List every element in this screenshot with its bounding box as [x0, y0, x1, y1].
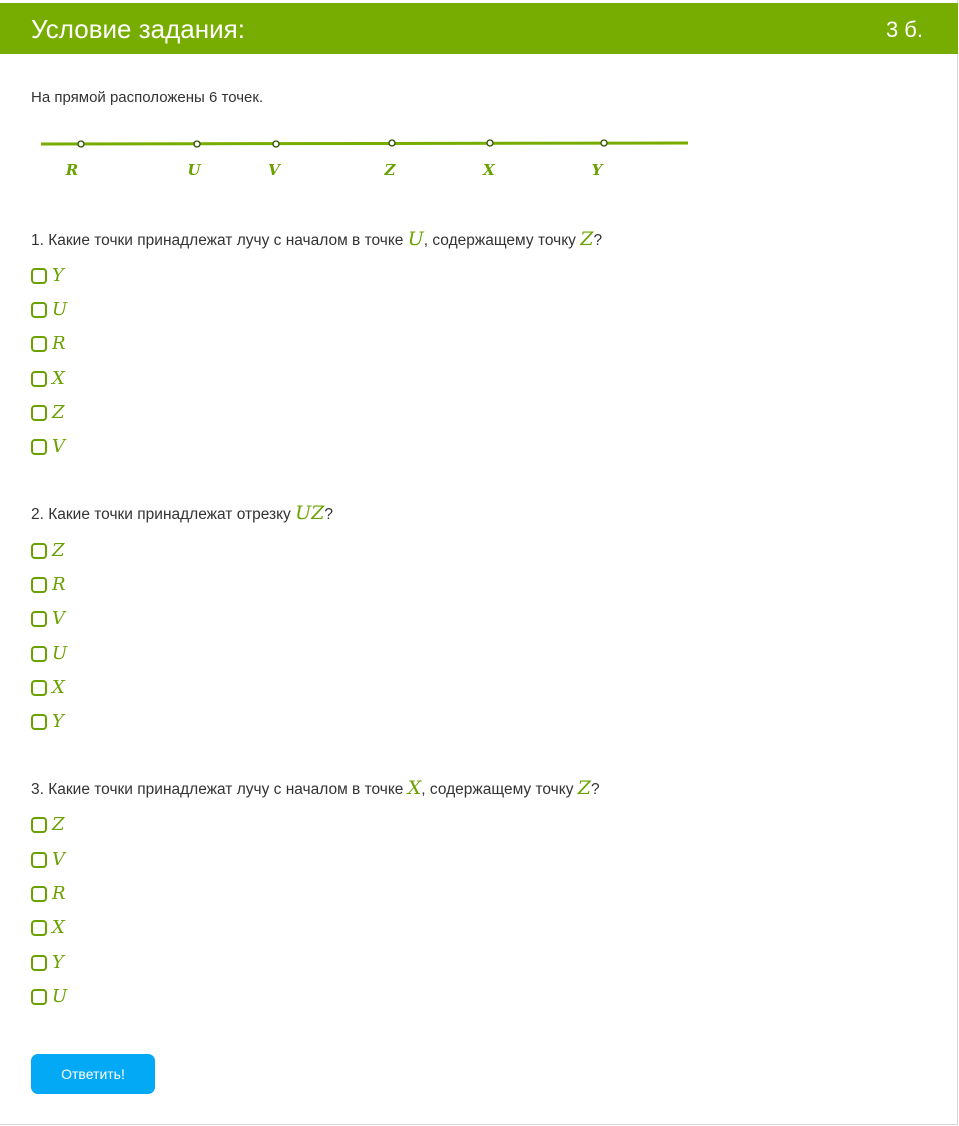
- point-z-dot: [389, 140, 395, 146]
- question-2-option[interactable]: [31, 643, 67, 665]
- option-label: X: [52, 677, 65, 698]
- option-label: V: [52, 849, 65, 870]
- checkbox[interactable]: [31, 646, 47, 662]
- option-label: Z: [52, 402, 65, 423]
- option-label: Y: [52, 952, 64, 973]
- question-2-text-start: 2. Какие точки принадлежат отрезку: [31, 506, 296, 523]
- point-x-label: X: [483, 161, 495, 179]
- point-r-label: R: [65, 161, 79, 179]
- option-label: Y: [52, 265, 64, 286]
- option-label: U: [52, 299, 68, 320]
- question-3-text-start: 3. Какие точки принадлежат лучу с началом в точке: [31, 781, 408, 798]
- option-label: U: [52, 643, 68, 664]
- question-1-text-start: 1. Какие точки принадлежат лучу с началом в точке: [31, 232, 408, 249]
- question-1-text-middle: , содержащему точку: [423, 232, 581, 249]
- option-label: V: [52, 436, 65, 457]
- option-label: Z: [52, 540, 65, 561]
- checkbox[interactable]: [31, 955, 47, 971]
- checkbox[interactable]: [31, 543, 47, 559]
- question-2-option[interactable]: [31, 677, 65, 699]
- point-y-label: Y: [591, 161, 603, 179]
- option-label: U: [52, 986, 68, 1007]
- checkbox[interactable]: [31, 577, 47, 593]
- question-2-option[interactable]: [31, 711, 64, 733]
- question-1-option[interactable]: [31, 368, 65, 390]
- option-label: X: [52, 917, 65, 938]
- point-x-dot: [487, 140, 493, 146]
- question-3-option[interactable]: [31, 849, 65, 871]
- number-line-diagram: [0, 125, 720, 185]
- question-1-option[interactable]: [31, 265, 64, 287]
- option-label: R: [52, 333, 66, 354]
- submit-answer-button[interactable]: Ответить!: [31, 1054, 155, 1094]
- checkbox[interactable]: [31, 405, 47, 421]
- question-3-option[interactable]: [31, 917, 65, 939]
- point-v-label: V: [268, 161, 280, 179]
- checkbox[interactable]: [31, 371, 47, 387]
- option-label: V: [52, 608, 65, 629]
- point-y-dot: [601, 140, 607, 146]
- question-1-option[interactable]: [31, 436, 65, 458]
- option-label: R: [52, 574, 66, 595]
- intro-text: На прямой расположены 6 точек.: [31, 89, 264, 106]
- checkbox[interactable]: [31, 920, 47, 936]
- question-3-option[interactable]: [31, 883, 66, 905]
- option-label: Y: [52, 711, 64, 732]
- question-3-var-through: Z: [577, 777, 591, 799]
- checkbox[interactable]: [31, 439, 47, 455]
- question-1-option[interactable]: [31, 299, 67, 321]
- question-2-option[interactable]: [31, 608, 65, 630]
- point-z-label: Z: [384, 161, 396, 179]
- number-line: [41, 143, 688, 144]
- checkbox[interactable]: [31, 302, 47, 318]
- checkbox[interactable]: [31, 268, 47, 284]
- task-header: [0, 3, 958, 54]
- checkbox[interactable]: [31, 886, 47, 902]
- question-1-var-start: U: [407, 228, 424, 250]
- question-1-text-end: ?: [593, 232, 603, 249]
- checkbox[interactable]: [31, 852, 47, 868]
- point-r-dot: [78, 141, 84, 147]
- point-v-dot: [273, 141, 279, 147]
- question-3-option[interactable]: [31, 952, 64, 974]
- checkbox[interactable]: [31, 714, 47, 730]
- question-3-option[interactable]: [31, 814, 65, 836]
- question-3-text-end: ?: [590, 781, 600, 798]
- checkbox[interactable]: [31, 680, 47, 696]
- task-points: 3 б.: [885, 17, 923, 42]
- question-3: [31, 777, 600, 801]
- question-1-var-through: Z: [580, 228, 594, 250]
- question-1-option[interactable]: [31, 333, 66, 355]
- checkbox[interactable]: [31, 989, 47, 1005]
- checkbox[interactable]: [31, 611, 47, 627]
- question-2-option[interactable]: [31, 574, 66, 596]
- option-label: Z: [52, 814, 65, 835]
- question-1: [31, 228, 602, 252]
- question-2-option[interactable]: [31, 540, 65, 562]
- checkbox[interactable]: [31, 336, 47, 352]
- checkbox[interactable]: [31, 817, 47, 833]
- point-u-label: U: [187, 161, 201, 179]
- option-label: R: [52, 883, 66, 904]
- question-2-text-end: ?: [324, 506, 333, 523]
- question-2-var-segment: UZ: [295, 502, 325, 524]
- question-1-option[interactable]: [31, 402, 65, 424]
- option-label: X: [52, 368, 65, 389]
- task-title: Условие задания:: [31, 14, 245, 44]
- question-3-option[interactable]: [31, 986, 67, 1008]
- question-2: [31, 502, 333, 526]
- question-3-text-middle: , содержащему точку: [421, 781, 578, 798]
- question-3-var-start: X: [407, 777, 422, 799]
- point-u-dot: [194, 141, 200, 147]
